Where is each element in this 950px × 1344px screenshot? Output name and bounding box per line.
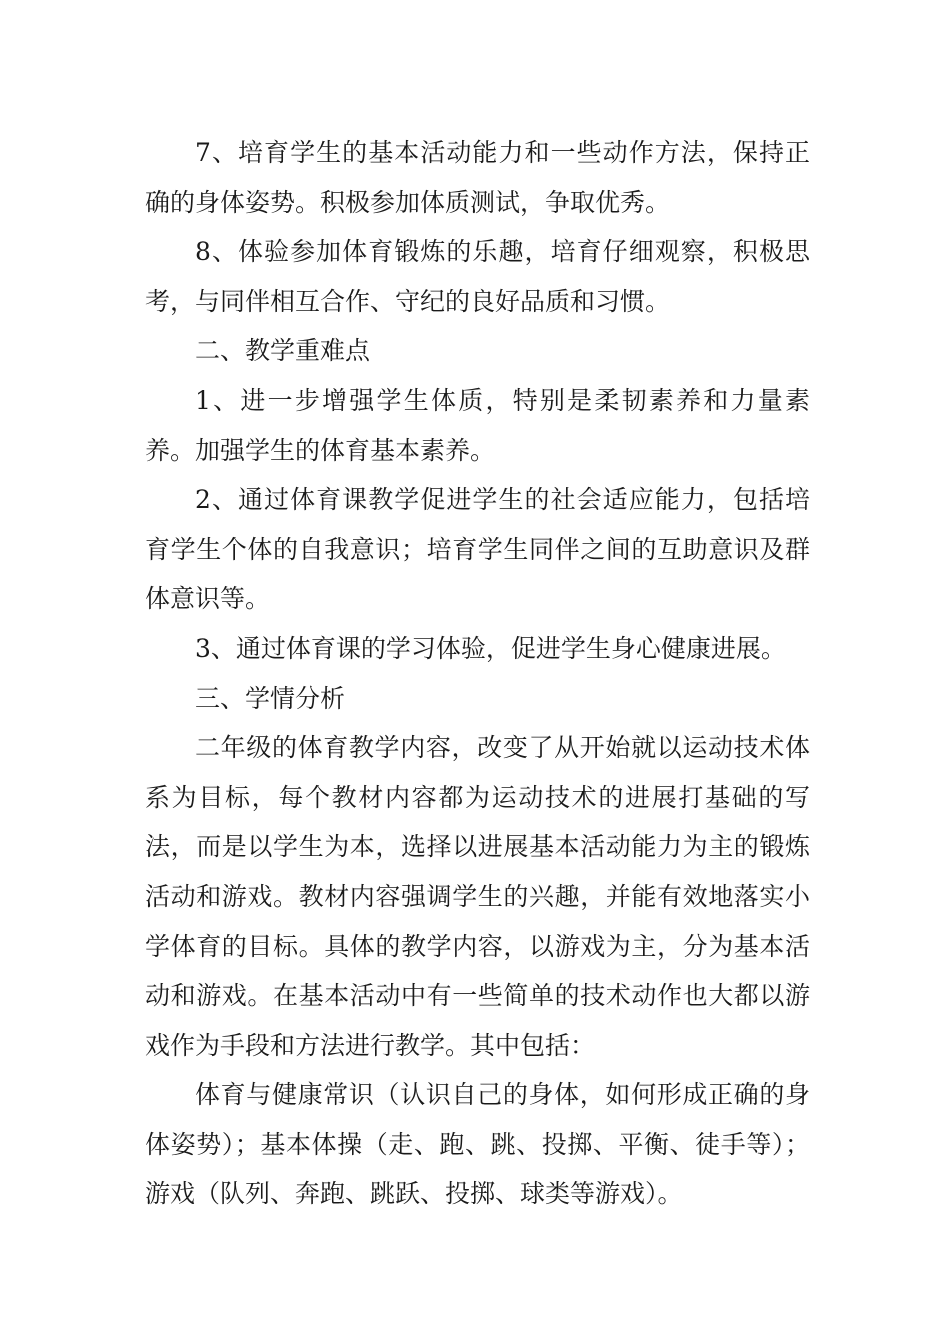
section-heading-analysis: 三、学情分析 [195,683,346,713]
paragraph-goal-7: 7、培育学生的基本活动能力和一些动作方法，保持正确的身体姿势。积极参加体质测试，争取优秀。 [145,138,810,217]
paragraph-key-point-1: 1、进一步增强学生体质，特别是柔韧素养和力量素养。加强学生的体育基本素养。 [145,385,810,465]
paragraph-analysis-content: 二年级的体育教学内容，改变了从开始就以运动技术体系为目标，每个教材内容都为运动技术的进展打基础的写法，而是以学生为本，选择以进展基本活动能力为主的锻炼活动和游戏。教材内容强调学生的兴趣，并能有效地落实小学体育的目标。具体的教学内容，以游戏为主，分为基本活动和游戏。在基本活动中有一些简单的技术动作也大都以游戏作为手段和方法进行教学。其中包括： [145,733,810,1060]
paragraph-key-point-3: 3、通过体育课的学习体验，促进学生身心健康进展。 [195,633,786,663]
document-body [145,128,810,1219]
paragraph-key-point-2: 2、通过体育课教学促进学生的社会适应能力，包括培育学生个体的自我意识；培育学生同伴之间的互助意识及群体意识等。 [145,485,810,614]
paragraph-analysis-topics: 体育与健康常识（认识自己的身体，如何形成正确的身体姿势）；基本体操（走、跑、跳、投掷、平衡、徒手等）；游戏（队列、奔跑、跳跃、投掷、球类等游戏）。 [145,1080,810,1209]
paragraph-goal-8: 8、体验参加体育锻炼的乐趣，培育仔细观察，积极思考，与同伴相互合作、守纪的良好品质和习惯。 [145,237,810,316]
section-heading-key-points: 二、教学重难点 [195,336,371,366]
